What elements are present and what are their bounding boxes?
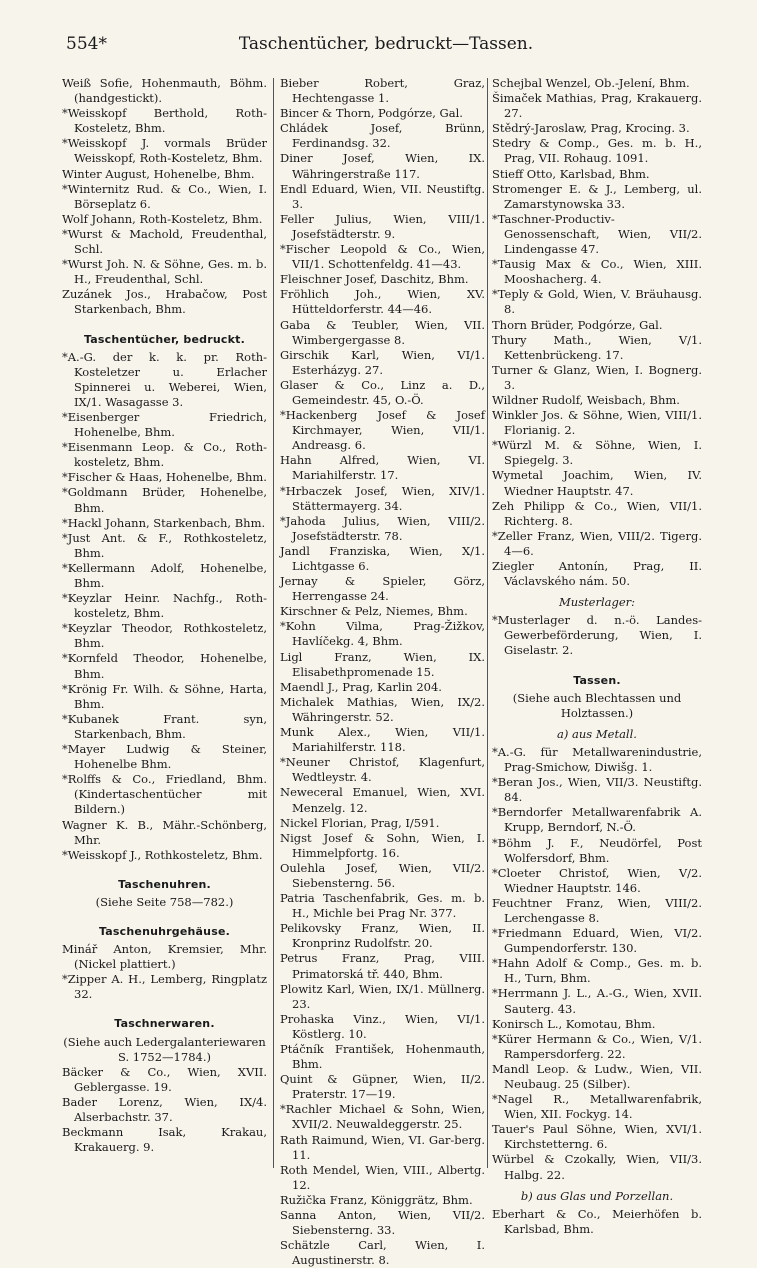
directory-entry: *Weisskopf Berthold, Roth-Kosteletz, Bhm. [62,106,267,136]
directory-entry: Konirsch L., Komotau, Bhm. [492,1016,656,1031]
directory-entry: Maendl J., Prag, Karlin 204. [280,679,442,694]
page-number: 554* [66,34,107,54]
directory-entry: Bader Lorenz, Wien, IX/4. Alserbachstr. 37. [62,1094,267,1124]
directory-entry: Quint & Güpner, Wien, II/2. Praterstr. 17—19. [280,1072,485,1102]
directory-entry: Wolf Johann, Roth-Kosteletz, Bhm. [62,211,263,226]
directory-entry: *Kellermann Adolf, Hohenelbe, Bhm. [62,560,267,590]
directory-entry: *Kubanek Frant. syn, Starkenbach, Bhm. [62,711,267,741]
directory-entry: Eberhart & Co., Meierhöfen b. Karlsbad, Bhm. [492,1206,702,1236]
column-middle [280,76,485,1268]
directory-entry: Stromenger E. & J., Lemberg, ul. Zamarstynowska 33. [492,181,702,211]
entry-list [62,1065,267,1156]
column-rule-left [273,78,274,1168]
page-header [66,34,706,58]
directory-entry: *Rolffs & Co., Friedland, Bhm. (Kindertaschentücher mit Bildern.) [62,772,267,817]
directory-entry: Patria Taschenfabrik, Ges. m. b. H., Michle bei Prag Nr. 377. [280,891,485,921]
directory-entry: Rath Raimund, Wien, VI. Gar-berg. 11. [280,1132,485,1162]
directory-entry: *Böhm J. F., Neudörfel, Post Wolfersdorf, Bhm. [492,835,702,865]
directory-entry: Thury Math., Wien, V/1. Kettenbrückeng. 17. [492,332,702,362]
directory-entry: *Würzl M. & Söhne, Wien, I. Spiegelg. 3. [492,438,702,468]
directory-entry: Thorn Brüder, Podgórze, Gal. [492,317,663,332]
directory-entry: Plowitz Karl, Wien, IX/1. Müllnerg. 23. [280,981,485,1011]
section-note: (Siehe auch Blechtassen und Holztassen.) [512,690,682,720]
entry-list [492,745,702,1183]
section-note: (Siehe auch Ledergalanteriewaren S. 1752—1784.) [63,1034,266,1064]
directory-entry: *A.-G. für Metallwarenindustrie, Prag-Smichow, Diwišg. 1. [492,744,702,775]
section-heading: Taschentücher, bedruckt. [84,332,245,346]
directory-entry: *Fischer & Haas, Hohenelbe, Bhm. [62,470,267,485]
directory-entry: *Tausig Max & Co., Wien, XIII. Mooshacherg. 4. [492,257,702,287]
directory-entry: Petrus Franz, Prag, VIII. Primatorská tř. 440, Bhm. [280,951,485,981]
directory-entry: *Teply & Gold, Wien, V. Bräuhausg. 8. [492,287,702,317]
directory-entry: *Keyzlar Theodor, Rothkosteletz, Bhm. [62,621,267,651]
directory-entry: Ptáčník František, Hohenmauth, Bhm. [280,1042,485,1072]
directory-entry: Sanna Anton, Wien, VII/2. Siebensterng. 33. [280,1208,485,1238]
directory-entry: Jandl Franziska, Wien, X/1. Lichtgasse 6. [280,543,485,573]
directory-entry: Beckmann Isak, Krakau, Krakauerg. 9. [62,1125,267,1155]
directory-entry: *Eisenmann Leop. & Co., Roth-kosteletz, Bhm. [62,440,267,470]
directory-entry: *Krönig Fr. Wilh. & Söhne, Harta, Bhm. [62,681,267,711]
directory-entry: Oulehla Josef, Wien, VII/2. Siebensterng. 56. [280,860,485,890]
directory-entry: Roth Mendel, Wien, VIII., Albertg. 12. [280,1162,485,1192]
section-heading: Taschenuhrgehäuse. [99,924,230,938]
section-heading: Taschenuhren. [118,877,211,891]
directory-entry: Neweceral Emanuel, Wien, XVI. Menzelg. 12. [280,785,485,815]
directory-entry: Stedry & Comp., Ges. m. b. H., Prag, VII. Rohaug. 1091. [492,136,702,166]
directory-entry: Wymetal Joachim, Wien, IV. Wiedner Hauptstr. 47. [492,468,702,498]
directory-entry: *Fischer Leopold & Co., Wien, VII/1. Schottenfeldg. 41—43. [280,242,485,272]
directory-entry: Wagner K. B., Mähr.-Schönberg, Mhr. [62,817,267,847]
directory-entry: *Zeller Franz, Wien, VIII/2. Tigerg. 4—6. [492,528,702,558]
directory-entry: Würbel & Czokally, Wien, VII/3. Halbg. 22. [492,1152,702,1182]
directory-entry: *Goldmann Brüder, Hohenelbe, Bhm. [62,485,267,515]
directory-entry: Nigst Josef & Sohn, Wien, I. Himmelpfortg. 16. [280,830,485,860]
directory-entry: *Keyzlar Heinr. Nachfg., Roth-kosteletz, Bhm. [62,591,267,621]
directory-entry: Bincer & Thorn, Podgórze, Gal. [280,106,463,121]
directory-entry: *Jahoda Julius, Wien, VIII/2. Josefstädterstr. 78. [280,513,485,543]
directory-entry: Ružička Franz, Königgrätz, Bhm. [280,1192,473,1207]
sub-heading: a) aus Metall. [557,726,637,741]
section-note: (Siehe Seite 758—782.) [95,894,234,909]
directory-entry: Kirschner & Pelz, Niemes, Bhm. [280,604,468,619]
directory-entry: Minář Anton, Kremsier, Mhr. (Nickel plattiert.) [62,942,267,972]
directory-entry: Mandl Leop. & Ludw., Wien, VII. Neubaug. 25 (Silber). [492,1061,702,1091]
directory-entry: *Zipper A. H., Lemberg, Ringplatz 32. [62,972,267,1002]
directory-entry: Nickel Florian, Prag, I/591. [280,815,440,830]
section-heading: Tassen. [573,673,621,687]
directory-entry: *Just Ant. & F., Rothkosteletz, Bhm. [62,530,267,560]
directory-entry: Bieber Robert, Graz, Hechtengasse 1. [280,76,485,106]
column-left [62,76,267,1155]
directory-entry: Feuchtner Franz, Wien, VIII/2. Lerchengasse 8. [492,895,702,925]
directory-entry: *Wurst & Machold, Freudenthal, Schl. [62,226,267,257]
section-heading: Taschnerwaren. [114,1017,215,1031]
directory-entry: *Hahn Adolf & Comp., Ges. m. b. H., Turn, Bhm. [492,956,702,986]
directory-entry: *Taschner-Productiv-Genossenschaft, Wien, VII/2. Lindengasse 47. [492,211,702,257]
directory-entry: Munk Alex., Wien, VII/1. Mariahilferstr. 118. [280,725,485,755]
directory-entry: Winkler Jos. & Söhne, Wien, VIII/1. Florianig. 2. [492,408,702,438]
directory-entry: Bäcker & Co., Wien, XVII. Geblergasse. 19. [62,1064,267,1094]
directory-entry: *Weisskopf J. vormals Brüder Weisskopf, Roth-Kosteletz, Bhm. [62,136,267,166]
directory-entry: *Eisenberger Friedrich, Hohenelbe, Bhm. [62,409,267,440]
directory-entry: Ligl Franz, Wien, IX. Elisabethpromenade 15. [280,649,485,679]
entry-list [62,76,267,318]
directory-entry: *Berndorfer Metallwarenfabrik A. Krupp, Berndorf, N.-Ö. [492,805,702,835]
directory-entry: *Musterlager d. n.-ö. Landes-Gewerbeförderung, Wien, I. Giselastr. 2. [492,613,702,658]
directory-entry: *Wurst Joh. N. & Söhne, Ges. m. b. H., Freudenthal, Schl. [62,257,267,287]
directory-entry: Turner & Glanz, Wien, I. Bognerg. 3. [492,362,702,392]
directory-entry: Michalek Mathias, Wien, IX/2. Währingerstr. 52. [280,694,485,724]
directory-entry: Ziegler Antonín, Prag, II. Václavského nám. 50. [492,559,702,589]
directory-entry: *A.-G. der k. k. pr. Roth-Kosteletzer u. Erlacher Spinnerei u. Weberei, Wien, IX/1. Wasagasse 3. [62,349,267,409]
directory-entry: Pelikovsky Franz, Wien, II. Kronprinz Rudolfstr. 20. [280,921,485,951]
directory-entry: *Kürer Hermann & Co., Wien, V/1. Rampersdorferg. 22. [492,1031,702,1061]
sub-heading: Musterlager: [558,595,636,610]
entry-list [62,942,267,1002]
directory-entry: Stědrý-Jaroslaw, Prag, Krocing. 3. [492,121,690,136]
directory-entry: *Nagel R., Metallwarenfabrik, Wien, XII. Fockyg. 14. [492,1092,702,1122]
directory-entry: *Mayer Ludwig & Steiner, Hohenelbe Bhm. [62,742,267,772]
entry-list [492,76,702,589]
directory-entry: Fleischner Josef, Daschitz, Bhm. [280,272,469,287]
directory-entry: Glaser & Co., Linz a. D., Gemeindestr. 45, O.-Ö. [280,377,485,407]
directory-entry: Chládek Josef, Brünn, Ferdinandsg. 32. [280,121,485,151]
directory-entry: Prohaska Vinz., Wien, VI/1. Köstlerg. 10. [280,1011,485,1041]
directory-entry: Fröhlich Joh., Wien, XV. Hütteldorferstr. 44—46. [280,287,485,317]
directory-entry: *Kornfeld Theodor, Hohenelbe, Bhm. [62,651,267,681]
directory-entry: Jernay & Spieler, Görz, Herrengasse 24. [280,574,485,604]
directory-entry: *Herrmann J. L., A.-G., Wien, XVII. Sauterg. 43. [492,986,702,1016]
directory-entry: *Weisskopf J., Rothkosteletz, Bhm. [62,847,263,862]
directory-entry: Šimaček Mathias, Prag, Krakauerg. 27. [492,91,702,121]
directory-entry: Hahn Alfred, Wien, VI. Mariahilferstr. 17. [280,453,485,483]
directory-entry: Wildner Rudolf, Weisbach, Bhm. [492,392,680,407]
column-right [492,76,702,1237]
directory-entry: Weiß Sofie, Hohenmauth, Böhm. (handgestickt). [62,76,267,106]
directory-entry: Stieff Otto, Karlsbad, Bhm. [492,166,650,181]
directory-entry: *Hackenberg Josef & Josef Kirchmayer, Wien, VII/1. Andreasg. 6. [280,408,485,453]
entry-list [492,1207,702,1237]
directory-entry: *Kohn Vilma, Prag-Žižkov, Havlíčekg. 4, Bhm. [280,619,485,649]
directory-entry: Zeh Philipp & Co., Wien, VII/1. Richterg. 8. [492,498,702,528]
directory-entry: Zuzánek Jos., Hrabačow, Post Starkenbach, Bhm. [62,287,267,317]
directory-entry: *Beran Jos., Wien, VII/3. Neustiftg. 84. [492,775,702,805]
directory-entry: *Friedmann Eduard, Wien, VI/2. Gumpendorferstr. 130. [492,926,702,956]
directory-entry: *Cloeter Christof, Wien, V/2. Wiedner Hauptstr. 146. [492,865,702,895]
directory-entry: Diner Josef, Wien, IX. Währingerstraße 117. [280,151,485,181]
entry-list [280,76,485,1268]
directory-entry: *Rachler Michael & Sohn, Wien, XVII/2. Neuwaldeggerstr. 25. [280,1102,485,1132]
directory-entry: Schejbal Wenzel, Ob.-Jelení, Bhm. [492,76,690,90]
directory-entry: *Hackl Johann, Starkenbach, Bhm. [62,515,266,530]
directory-entry: *Neuner Christof, Klagenfurt, Wedtleystr. 4. [280,755,485,785]
directory-entry: *Winternitz Rud. & Co., Wien, I. Börseplatz 6. [62,181,267,211]
sub-heading: b) aus Glas und Porzellan. [520,1188,674,1203]
directory-entry: Gaba & Teubler, Wien, VII. Wimbergergasse 8. [280,317,485,347]
directory-entry: *Hrbaczek Josef, Wien, XIV/1. Stättermayerg. 34. [280,483,485,513]
directory-entry: Tauer's Paul Söhne, Wien, XVI/1. Kirchstetterng. 6. [492,1122,702,1152]
directory-entry: Winter August, Hohenelbe, Bhm. [62,166,255,181]
directory-entry: Feller Julius, Wien, VIII/1. Josefstädterstr. 9. [280,211,485,241]
running-title: Taschentücher, bedruckt—Tassen. [238,34,534,54]
directory-entry: Endl Eduard, Wien, VII. Neustiftg. 3. [280,181,485,211]
directory-entry: Schätzle Carl, Wien, I. Augustinerstr. 8. [280,1238,485,1268]
directory-entry: Girschik Karl, Wien, VI/1. Esterházyg. 27. [280,347,485,377]
entry-list [492,613,702,658]
column-rule-right [487,78,488,1168]
entry-list [62,350,267,863]
